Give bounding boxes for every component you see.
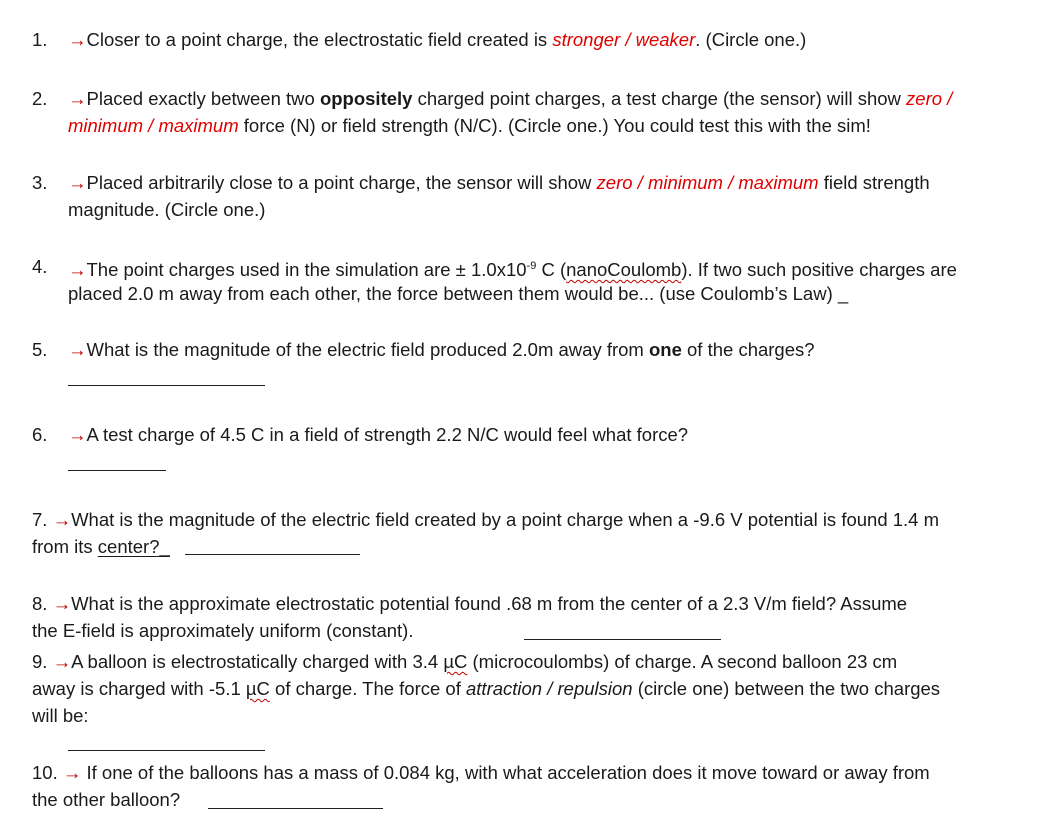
q4-number: 4. [32,256,48,277]
q9-answer-blank[interactable] [68,750,265,751]
q1-choice[interactable]: stronger / weaker [552,29,696,50]
q10-answer-blank[interactable] [208,808,383,809]
q2-choice-zero[interactable]: zero / [906,88,953,109]
q9-text-line2: away is charged with -5.1 µC of charge. The force of attraction / repulsion (circle one) between the two charges [32,678,941,699]
q1-text: →Closer to a point charge, the electrostatic field created is stronger / weaker. (Circle one.) [68,29,807,50]
arrow-icon: → [52,593,72,614]
arrow-icon: → [68,172,87,193]
q5-answer-blank[interactable] [68,385,265,386]
q3-text-line1: →Placed arbitrarily close to a point charge, the sensor will show zero / minimum / maximum field strength [68,172,930,193]
q7-answer-blank[interactable] [185,554,360,555]
q3-number: 3. [32,172,48,193]
arrow-icon: → [52,509,72,530]
q10-text-line2: the other balloon? [32,789,181,810]
q2-choice-minmax[interactable]: minimum / maximum [68,115,239,136]
q1-number: 1. [32,29,48,50]
q9-choice[interactable]: attraction / repulsion [466,678,633,699]
q6-text: →A test charge of 4.5 C in a field of strength 2.2 N/C would feel what force? [68,424,689,445]
q3-choice[interactable]: zero / minimum / maximum [596,172,819,193]
q10-text-line1: 10. → If one of the balloons has a mass of 0.084 kg, with what acceleration does it move toward or away from [32,762,930,783]
arrow-icon: → [68,88,87,109]
q2-number: 2. [32,88,48,109]
arrow-icon: → [52,651,72,672]
q8-text-line2: the E-field is approximately uniform (constant). [32,620,414,641]
arrow-icon: → [68,29,87,50]
q6-number: 6. [32,424,48,445]
q2-text-line1: →Placed exactly between two oppositely charged point charges, a test charge (the sensor) will show zero / [68,88,953,109]
arrow-icon: → [62,762,82,783]
q9-text-line1: 9. →A balloon is electrostatically charged with 3.4 µC (microcoulombs) of charge. A second balloon 23 cm [32,651,898,672]
q7-text-line2: from its center?_ [32,536,170,557]
q5-text: →What is the magnitude of the electric field produced 2.0m away from one of the charges? [68,339,815,360]
q3-text-line2: magnitude. (Circle one.) [68,199,266,220]
q8-answer-blank[interactable] [524,639,721,640]
q5-number: 5. [32,339,48,360]
arrow-icon: → [68,424,87,445]
arrow-icon: → [68,339,87,360]
q7-text-line1: 7. →What is the magnitude of the electric field created by a point charge when a -9.6 V potential is found 1.4 m [32,509,940,530]
q4-text-line1: →The point charges used in the simulation are ± $1.0x10^{-9}$ C (nanoCoulomb). If two such positive charges are [68,259,957,281]
q8-text-line1: 8. →What is the approximate electrostatic potential found .68 m from the center of a 2.3 V/m field? Assume [32,593,908,614]
q9-text-line3: will be: [32,705,89,726]
arrow-icon: → [68,259,87,281]
q6-answer-blank[interactable] [68,470,166,471]
q4-text-line2: placed 2.0 m away from each other, the force between them would be... (use Coulomb’s Law) _ [68,283,849,304]
q2-text-line2: minimum / maximum force (N) or field strength (N/C). (Circle one.) You could test this with the sim! [68,115,871,136]
